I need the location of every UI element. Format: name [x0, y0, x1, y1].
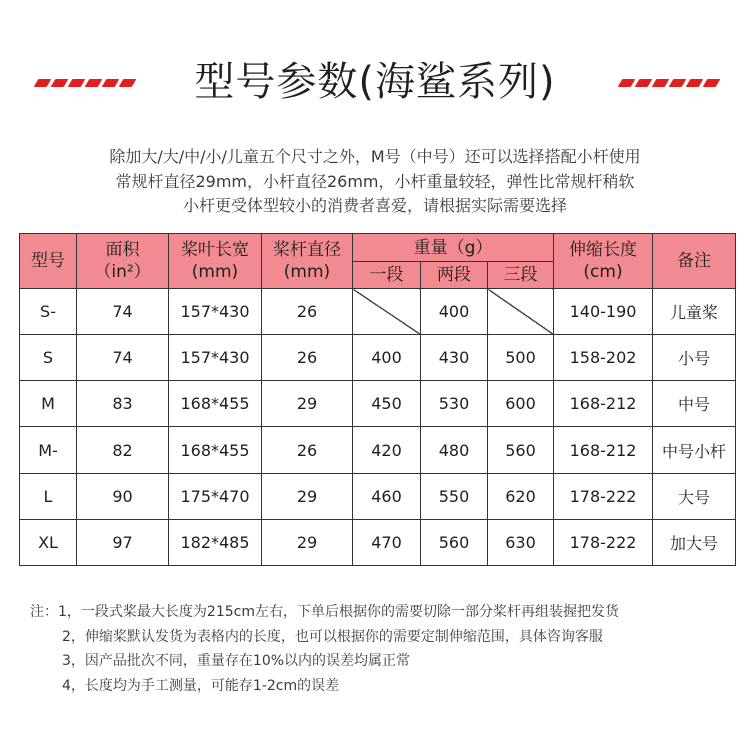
header-weight: 重量（g） — [353, 234, 554, 262]
cell-weight-seg3: 620 — [488, 473, 554, 519]
cell-shaft: 26 — [262, 427, 353, 473]
cell-length: 178-222 — [554, 519, 653, 565]
cell-shaft: 29 — [262, 473, 353, 519]
header-seg3: 三段 — [488, 262, 554, 289]
cell-remark: 小号 — [653, 335, 736, 381]
cell-weight-seg1: 470 — [353, 519, 421, 565]
cell-weight-seg3: 630 — [488, 519, 554, 565]
page-title: 型号参数(海鲨系列) — [194, 59, 556, 105]
cell-area: 83 — [77, 381, 169, 427]
cell-model: M — [20, 381, 77, 427]
header-area: 面积 （in²） — [77, 234, 169, 289]
table-row — [20, 519, 736, 565]
cell-area: 82 — [77, 427, 169, 473]
note-line: 2，伸缩桨默认发货为表格内的长度，也可以根据你的需要定制伸缩范围，具体咨询客服 — [62, 628, 603, 645]
cell-model: XL — [20, 519, 77, 565]
header-shaft: 桨杆直径 (mm) — [262, 234, 353, 289]
cell-area: 74 — [77, 335, 169, 381]
header-remark: 备注 — [653, 234, 736, 289]
cell-length: 140-190 — [554, 289, 653, 335]
cell-model: L — [20, 473, 77, 519]
cell-empty-diagonal — [353, 289, 421, 335]
cell-shaft: 29 — [262, 519, 353, 565]
intro-text — [0, 145, 750, 219]
cell-model: S — [20, 335, 77, 381]
cell-length: 178-222 — [554, 473, 653, 519]
cell-remark: 大号 — [653, 473, 736, 519]
cell-weight-seg3: 560 — [488, 427, 554, 473]
cell-weight-seg3: 500 — [488, 335, 554, 381]
header-model: 型号 — [20, 234, 77, 289]
cell-weight-seg2: 400 — [421, 289, 488, 335]
notes — [30, 600, 730, 698]
header-seg1: 一段 — [353, 262, 421, 289]
cell-shaft: 26 — [262, 289, 353, 335]
table-row — [20, 335, 736, 381]
cell-weight-seg2: 550 — [421, 473, 488, 519]
intro-line: 除加大/大/中/小/儿童五个尺寸之外，M号（中号）还可以选择搭配小杆使用 — [109, 147, 641, 166]
cell-remark: 中号 — [653, 381, 736, 427]
cell-area: 90 — [77, 473, 169, 519]
cell-weight-seg1: 460 — [353, 473, 421, 519]
table-row — [20, 473, 736, 519]
table-row — [20, 381, 736, 427]
cell-blade: 182*485 — [169, 519, 262, 565]
header-blade: 桨叶长宽 (mm) — [169, 234, 262, 289]
cell-blade: 157*430 — [169, 335, 262, 381]
cell-remark: 加大号 — [653, 519, 736, 565]
spec-table — [19, 233, 736, 566]
cell-length: 168-212 — [554, 427, 653, 473]
cell-weight-seg1: 420 — [353, 427, 421, 473]
cell-length: 168-212 — [554, 381, 653, 427]
cell-weight-seg1: 450 — [353, 381, 421, 427]
cell-model: M- — [20, 427, 77, 473]
note-line: 4，长度均为手工测量，可能存1-2cm的误差 — [62, 677, 340, 694]
cell-shaft: 29 — [262, 381, 353, 427]
cell-weight-seg2: 530 — [421, 381, 488, 427]
cell-weight-seg1: 400 — [353, 335, 421, 381]
cell-blade: 157*430 — [169, 289, 262, 335]
table-row — [20, 289, 736, 335]
cell-blade: 168*455 — [169, 381, 262, 427]
cell-blade: 168*455 — [169, 427, 262, 473]
cell-area: 97 — [77, 519, 169, 565]
cell-remark: 儿童桨 — [653, 289, 736, 335]
intro-line: 小杆更受体型较小的消费者喜爱，请根据实际需要选择 — [182, 196, 567, 215]
intro-line: 常规杆直径29mm，小杆直径26mm，小杆重量较轻，弹性比常规杆稍软 — [115, 171, 635, 191]
header-seg2: 两段 — [421, 262, 488, 289]
header-length: 伸缩长度 (cm) — [554, 234, 653, 289]
note-line: 注：1，一段式桨最大长度为215cm左右，下单后根据你的需要切除一部分桨杆再组装握把发货 — [30, 604, 619, 620]
note-line: 3，因产品批次不同，重量存在10%以内的误差均属正常 — [62, 653, 411, 669]
table-row — [20, 427, 736, 473]
cell-weight-seg3: 600 — [488, 381, 554, 427]
cell-area: 74 — [77, 289, 169, 335]
cell-weight-seg2: 560 — [421, 519, 488, 565]
cell-weight-seg2: 480 — [421, 427, 488, 473]
cell-model: S- — [20, 289, 77, 335]
cell-remark: 中号小杆 — [653, 427, 736, 473]
cell-length: 158-202 — [554, 335, 653, 381]
cell-weight-seg2: 430 — [421, 335, 488, 381]
cell-blade: 175*470 — [169, 473, 262, 519]
cell-empty-diagonal — [488, 289, 554, 335]
cell-shaft: 26 — [262, 335, 353, 381]
